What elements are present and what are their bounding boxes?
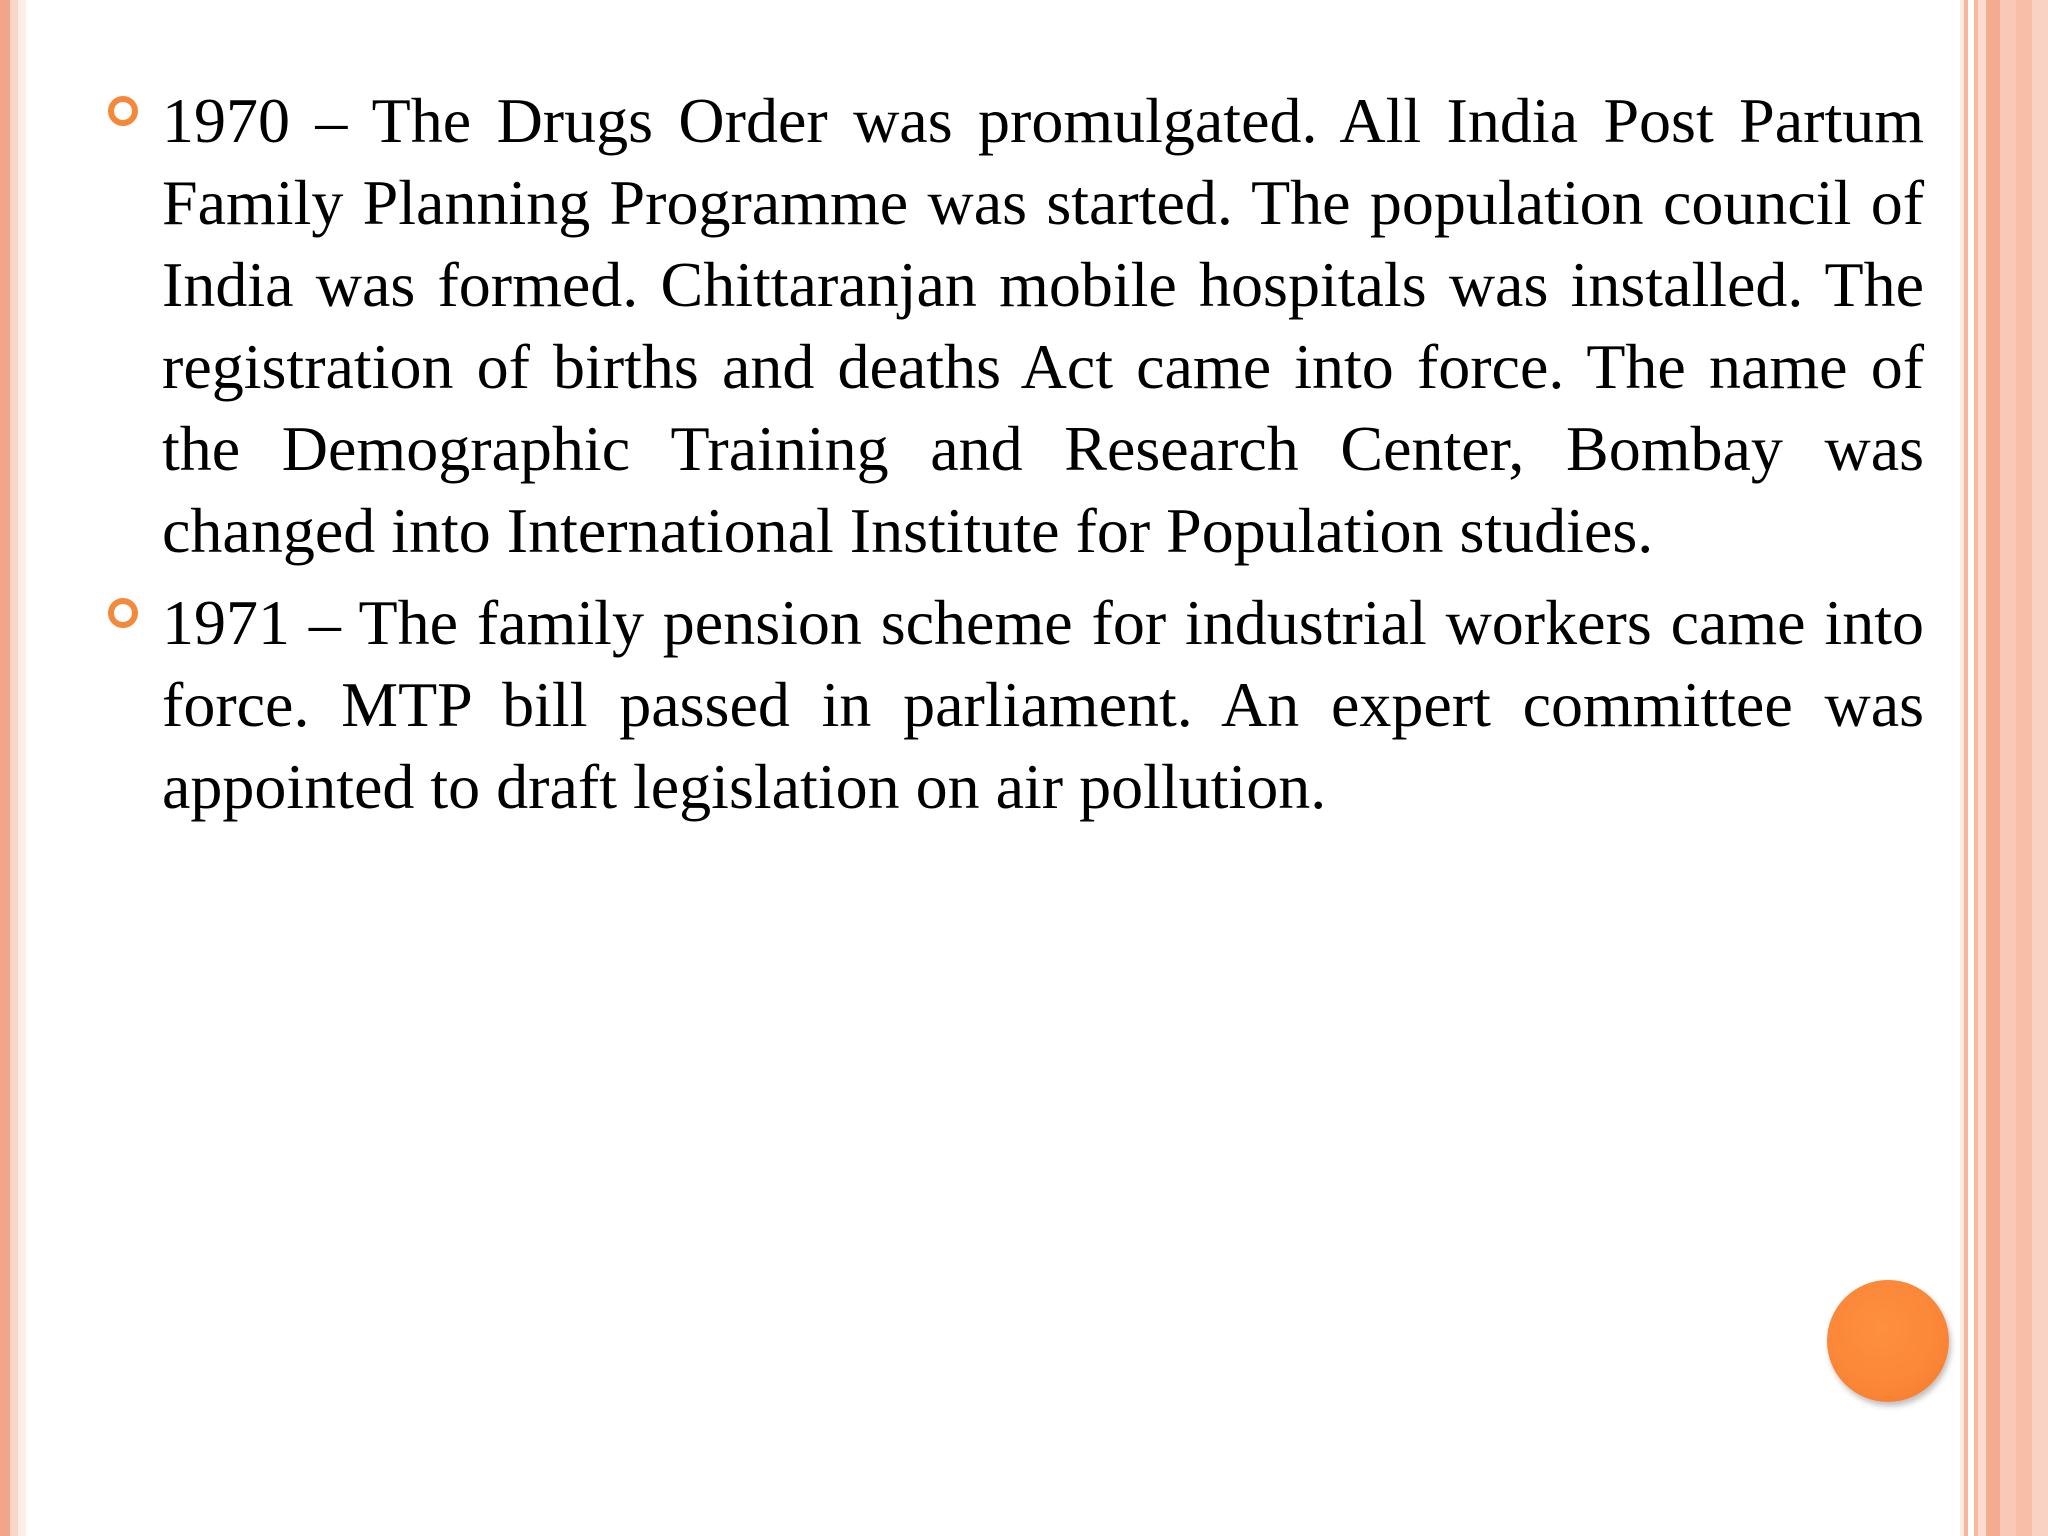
- bullet-item-1971: [102, 582, 1924, 828]
- slide-body: [102, 80, 1924, 828]
- bullet-text: 1970 – The Drugs Order was promulgated. All India Post Partum Family Planning Programme was started. The population council of India was formed. Chittaranjan mobile hospitals was installed. The registration of births and deaths Act came into force. The name of the Demographic Training and Research Center, Bombay was changed into International Institute for Population studies.: [162, 85, 1924, 566]
- left-decorative-border: [0, 0, 26, 1536]
- orange-circle-nav-button[interactable]: [1827, 1280, 1949, 1402]
- bullet-text: 1971 – The family pension scheme for industrial workers came into force. MTP bill passed in parliament. An expert committee was appointed to draft legislation on air pollution.: [162, 587, 1924, 822]
- ring-bullet-icon: [108, 96, 138, 126]
- right-decorative-border: [1960, 0, 2048, 1536]
- ring-bullet-icon: [108, 598, 138, 628]
- bullet-item-1970: [102, 80, 1924, 572]
